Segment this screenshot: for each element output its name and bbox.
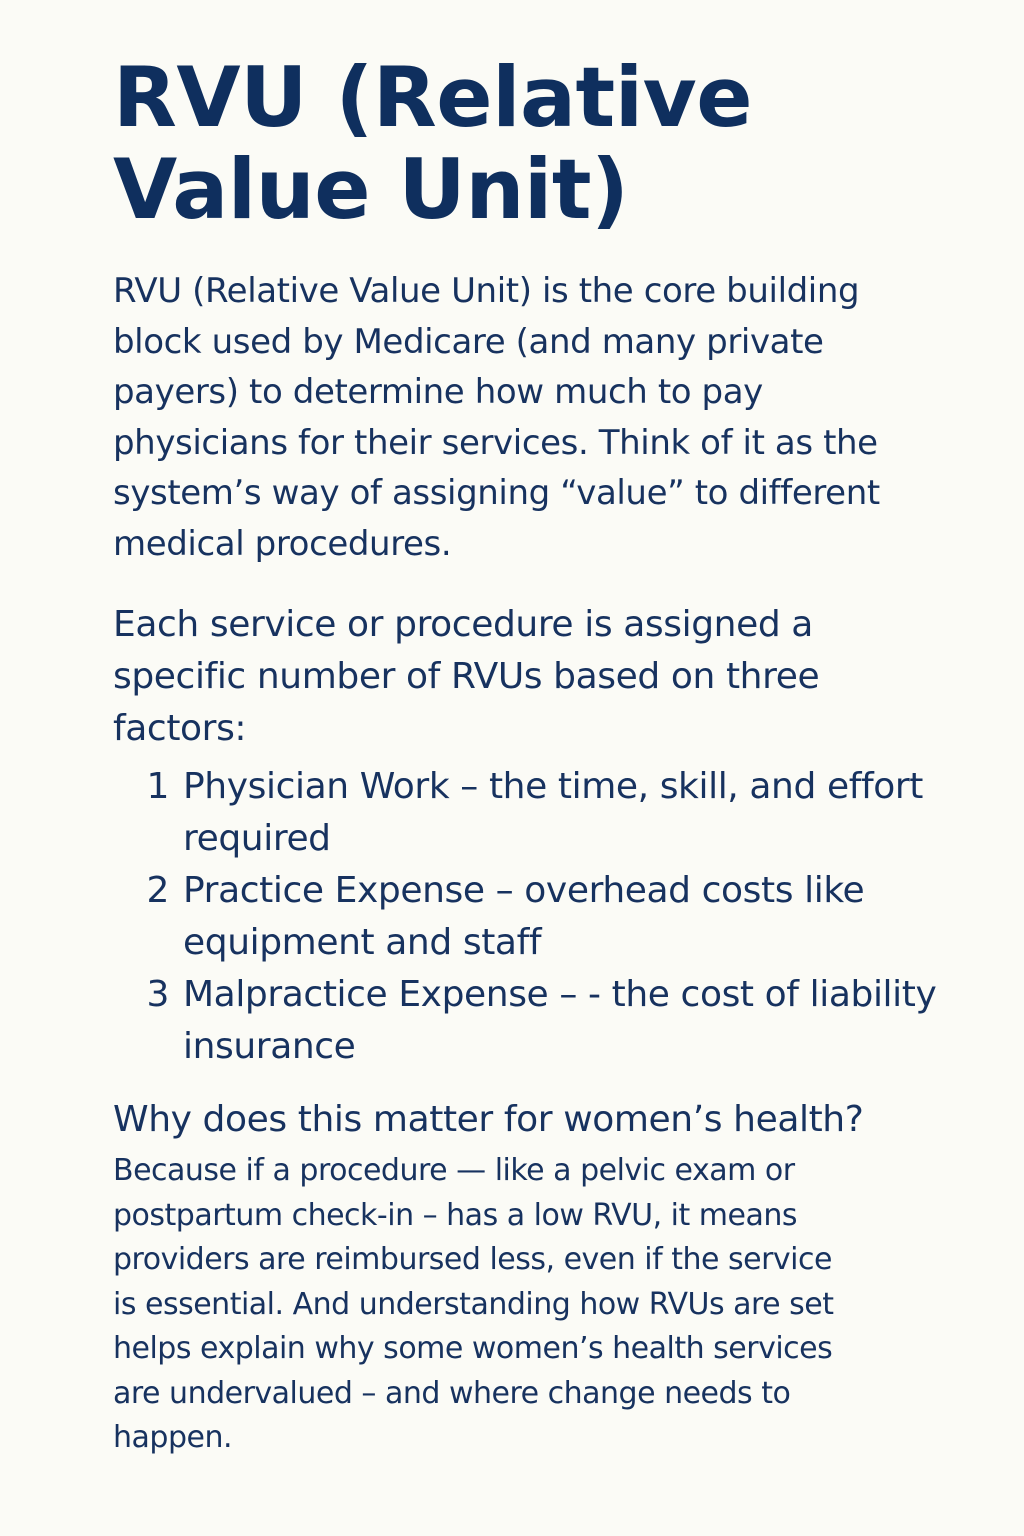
factor-item — [113, 865, 954, 969]
why-paragraph: Because if a procedure — like a pelvic exam or postpartum check-in – has a low RVU, it means providers are reimbursed less, even if the service is essential. And understanding how RVUs are set helps explain why some women’s health services are undervalued – and where change needs to happen. — [113, 1153, 834, 1455]
factor-text: Practice Expense – overhead costs like equipment and staff — [183, 870, 865, 963]
factor-text: Physician Work – the time, skill, and effort required — [183, 766, 923, 859]
factors-lead-paragraph: Each service or procedure is assigned a specific number of RVUs based on three factors: — [113, 604, 820, 749]
factor-item — [113, 969, 954, 1073]
factor-number: 3 — [146, 974, 169, 1015]
intro-paragraph: RVU (Relative Value Unit) is the core building block used by Medicare (and many private payers) to determine how much to pay physicians for their services. Think of it as the system’s way of assigning “value” to different medical procedures. — [113, 271, 880, 564]
page-title: RVU (Relative Value Unit) — [113, 49, 753, 238]
factor-number: 1 — [146, 766, 169, 807]
factor-item — [113, 761, 954, 865]
factor-text: Malpractice Expense – - the cost of liability insurance — [183, 974, 937, 1067]
why-heading: Why does this matter for women’s health? — [113, 1099, 864, 1140]
factor-number: 2 — [146, 870, 169, 911]
factors-list — [113, 761, 954, 1073]
